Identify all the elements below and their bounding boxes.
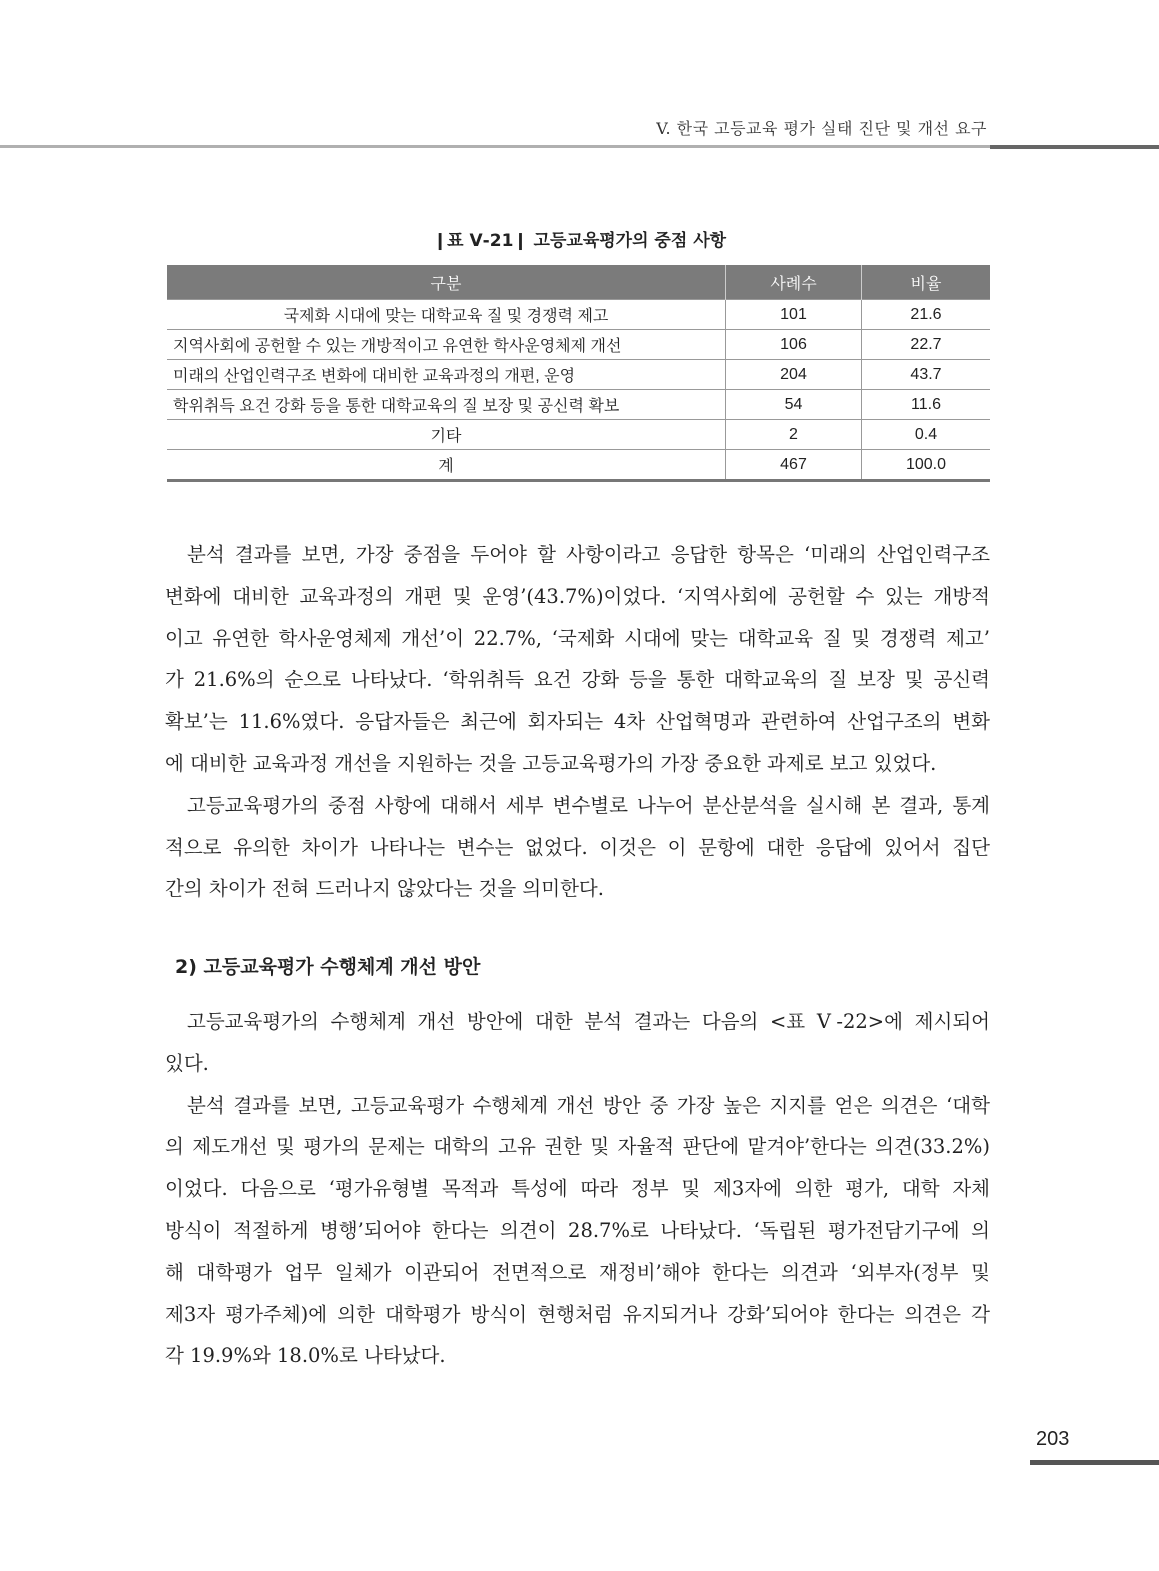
text-line: 간의 차이가 전혀 드러나지 않았다는 것을 의미한다.: [165, 877, 604, 901]
column-header: 비율: [862, 265, 991, 300]
header-divider-accent: [990, 145, 1159, 149]
row-ratio: 21.6: [862, 300, 991, 330]
header-divider: [0, 145, 1000, 148]
row-ratio: 100.0: [862, 450, 991, 481]
row-count: 54: [726, 390, 862, 420]
text-line: 변화에 대비한 교육과정의 개편 및 운영’(43.7%)이었다. ‘지역사회에 공헌할 수 있는 개방적: [165, 584, 990, 608]
row-count: 106: [726, 330, 862, 360]
text-line: 각 19.9%와 18.0%로 나타났다.: [165, 1344, 446, 1368]
row-ratio: 43.7: [862, 360, 991, 390]
column-header: 사례수: [726, 265, 862, 300]
section1-body: [165, 534, 990, 910]
text-line: 확보’는 11.6%였다. 응답자들은 최근에 회자되는 4차 산업혁명과 관련하여 산업구조의 변화: [165, 710, 990, 734]
row-ratio: 22.7: [862, 330, 991, 360]
table-row: [167, 300, 990, 330]
text-line: 제3자 평가주체)에 의한 대학평가 방식이 현행처럼 유지되거나 강화’되어야 한다는 의견은 각: [165, 1302, 990, 1326]
text-line: 가 21.6%의 순으로 나타났다. ‘학위취득 요건 강화 등을 통한 대학교육의 질 보장 및 공신력: [165, 668, 990, 692]
row-ratio: 11.6: [862, 390, 991, 420]
text-line: 분석 결과를 보면, 고등교육평가 수행체계 개선 방안 중 가장 높은 지지를 얻은 의견은 ‘대학: [187, 1093, 990, 1117]
row-count: 467: [726, 450, 862, 481]
running-header: V. 한국 고등교육 평가 실태 진단 및 개선 요구: [656, 119, 987, 138]
text-line: 고등교육평가의 수행체계 개선 방안에 대한 분석 결과는 다음의 <표 Ⅴ-22>에 제시되어: [187, 1010, 990, 1033]
table-row: [167, 450, 990, 481]
row-count: 2: [726, 420, 862, 450]
text-line: 방식이 적절하게 병행’되어야 한다는 의견이 28.7%로 나타났다. ‘독립된 평가전담기구에 의: [165, 1218, 990, 1242]
row-label: 계: [167, 450, 726, 481]
row-label: 미래의 산업인력구조 변화에 대비한 교육과정의 개편, 운영: [167, 360, 726, 390]
text-line: 의 제도개선 및 평가의 문제는 대학의 고유 권한 및 자율적 판단에 맡겨야’한다는 의견(33.2%): [165, 1135, 990, 1159]
text-line: 에 대비한 교육과정 개선을 지원하는 것을 고등교육평가의 가장 중요한 과제로 보고 있었다.: [165, 751, 937, 775]
row-label: 국제화 시대에 맞는 대학교육 질 및 경쟁력 제고: [167, 300, 726, 330]
row-count: 204: [726, 360, 862, 390]
table-row: [167, 360, 990, 390]
text-line: 고등교육평가의 중점 사항에 대해서 세부 변수별로 나누어 분산분석을 실시해 본 결과, 통계: [187, 793, 990, 817]
section-heading: 2) 고등교육평가 수행체계 개선 방안: [175, 956, 481, 978]
text-line: 분석 결과를 보면, 가장 중점을 두어야 할 사항이라고 응답한 항목은 ‘미래의 산업인력구조: [187, 543, 990, 566]
table-header-row: [167, 265, 990, 300]
text-line: 있다.: [165, 1051, 209, 1075]
table-row: [167, 390, 990, 420]
table-caption: ❙표 Ⅴ-21❙ 고등교육평가의 중점 사항: [432, 231, 727, 251]
text-line: 이고 유연한 학사운영체제 개선’이 22.7%, ‘국제화 시대에 맞는 대학교육 질 및 경쟁력 제고’: [165, 626, 990, 650]
row-ratio: 0.4: [862, 420, 991, 450]
section2-body: [165, 1001, 990, 1377]
table-row: [167, 330, 990, 360]
column-header: 구분: [167, 265, 726, 300]
text-line: 해 대학평가 업무 일체가 이관되어 전면적으로 재정비’해야 한다는 의견과 ‘외부자(정부 및: [165, 1260, 990, 1284]
row-count: 101: [726, 300, 862, 330]
data-table: [167, 265, 990, 482]
row-label: 기타: [167, 420, 726, 450]
page-number: 203: [1036, 1428, 1070, 1450]
row-label: 지역사회에 공헌할 수 있는 개방적이고 유연한 학사운영체제 개선: [167, 330, 726, 360]
text-line: 이었다. 다음으로 ‘평가유형별 목적과 특성에 따라 정부 및 제3자에 의한 평가, 대학 자체: [165, 1177, 990, 1201]
table-row: [167, 420, 990, 450]
page-number-bar: [1030, 1460, 1159, 1465]
text-line: 적으로 유의한 차이가 나타나는 변수는 없었다. 이것은 이 문항에 대한 응답에 있어서 집단: [165, 835, 990, 859]
row-label: 학위취득 요건 강화 등을 통한 대학교육의 질 보장 및 공신력 확보: [167, 390, 726, 420]
